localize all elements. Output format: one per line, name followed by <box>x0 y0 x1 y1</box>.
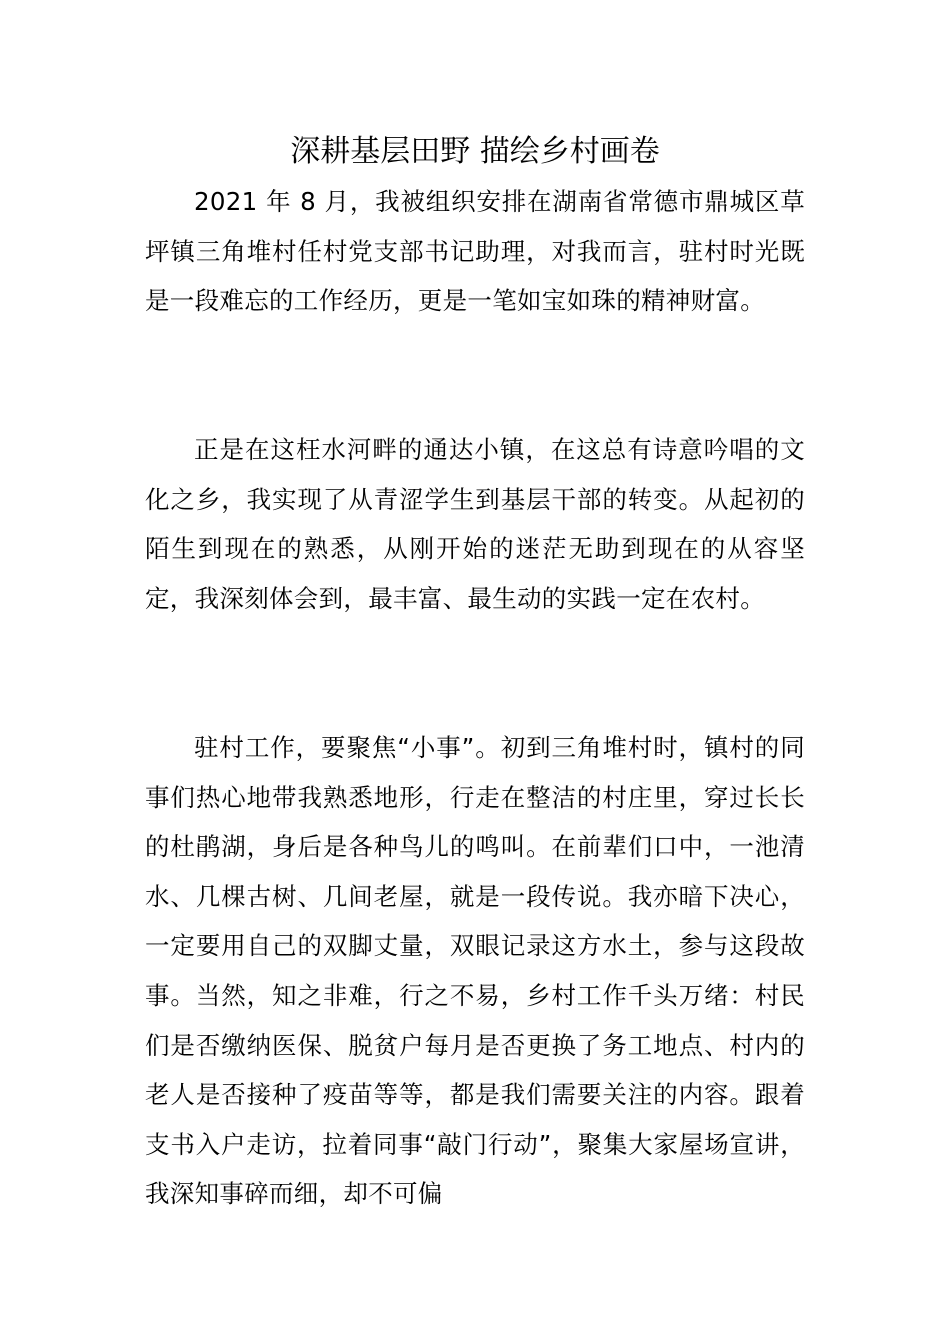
paragraph-3: 驻村工作，要聚焦“小事”。初到三角堆村时，镇村的同事们热心地带我熟悉地形，行走在整洁的村庄里，穿过长长的杜鹃湖，身后是各种鸟儿的鸣叫。在前辈们口中，一池清水、几棵古树、几间老屋，就是一段传说。我亦暗下决心，一定要用自己的双脚丈量，双眼记录这方水土，参与这段故事。当然，知之非难，行之不易，乡村工作千头万绪：村民们是否缴纳医保、脱贫户每月是否更换了务工地点、村内的老人是否接种了疫苗等等，都是我们需要关注的内容。跟着支书入户走访，拉着同事“敲门行动”，聚集大家屋场宣讲，我深知事碎而细，却不可偏 <box>145 733 805 1209</box>
paragraph-1: 2021 年 8 月，我被组织安排在湖南省常德市鼎城区草坪镇三角堆村任村党支部书记助理，对我而言，驻村时光既是一段难忘的工作经历，更是一笔如宝如珠的精神财富。 <box>145 187 805 316</box>
paragraph-2: 正是在这枉水河畔的通达小镇，在这总有诗意吟唱的文化之乡，我实现了从青涩学生到基层干部的转变。从起初的陌生到现在的熟悉，从刚开始的迷茫无助到现在的从容坚定，我深刻体会到，最丰富、最生动的实践一定在农村。 <box>145 435 805 613</box>
document-title: 深耕基层田野 描绘乡村画卷 <box>290 134 660 169</box>
